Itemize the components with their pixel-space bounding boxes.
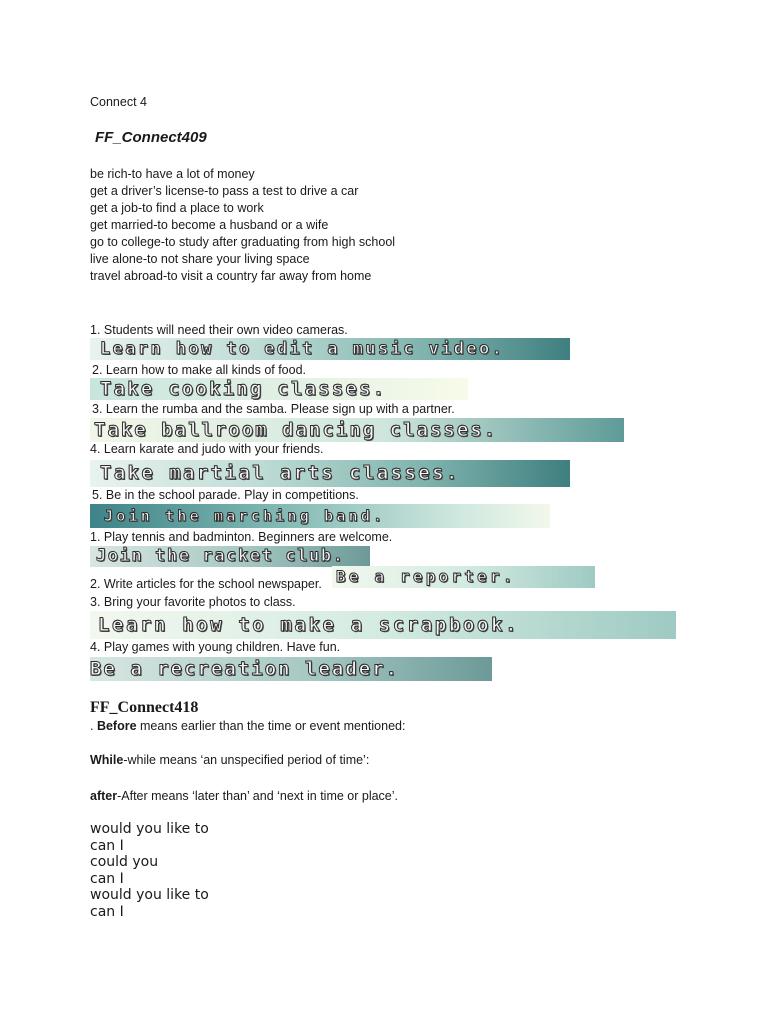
before-prefix: .	[90, 719, 97, 733]
answer-banner: Learn how to edit a music video.	[90, 338, 570, 360]
definition-item: go to college-to study after graduating from high school	[90, 235, 396, 249]
while-term: While	[90, 753, 124, 767]
phrase-list	[90, 821, 209, 920]
definition-item: live alone-to not share your living space	[90, 252, 310, 266]
section-title-409: FF_Connect409	[95, 129, 207, 146]
answer-banner: Join the racket club.	[90, 546, 370, 567]
activity-clue: 2. Write articles for the school newspaper.	[90, 577, 322, 591]
answer-banner: Take cooking classes.	[90, 378, 468, 400]
answer-banner: Learn how to make a scrapbook.	[90, 611, 676, 639]
answer-banner: Be a recreation leader.	[90, 657, 492, 681]
activity-clue: 4. Learn karate and judo with your friends.	[90, 442, 324, 456]
definition-item: get married-to become a husband or a wife	[90, 218, 329, 232]
answer-banner: Take ballroom dancing classes.	[90, 418, 624, 442]
before-term: Before	[96, 719, 137, 733]
activity-clue: 2. Learn how to make all kinds of food.	[92, 363, 307, 377]
definition-list	[90, 166, 395, 285]
answer-banner: Join the marching band.	[90, 504, 550, 528]
definition-item: get a driver’s license-to pass a test to drive a car	[90, 184, 359, 198]
definition-after	[90, 788, 398, 805]
phrase-item: can I	[90, 870, 124, 887]
answer-banner: Be a reporter.	[332, 566, 595, 588]
activity-clue: 3. Learn the rumba and the samba. Please sign up with a partner.	[92, 402, 455, 416]
phrase-item: would you like to	[90, 887, 209, 903]
before-text: means earlier than the time or event mentioned:	[136, 719, 406, 733]
definition-while	[90, 752, 369, 769]
phrase-item: would you like to	[90, 821, 209, 837]
activity-clue: 5. Be in the school parade. Play in competitions.	[92, 488, 359, 502]
definition-item: travel abroad-to visit a country far away from home	[90, 269, 372, 283]
answer-banner: Take martial arts classes.	[90, 460, 570, 487]
doc-label: Connect 4	[90, 95, 147, 109]
after-text: -After means ‘later than’ and ‘next in time or place’.	[117, 789, 399, 803]
definition-before	[90, 718, 405, 735]
activity-clue: 1. Students will need their own video cameras.	[90, 323, 348, 337]
activity-clue: 4. Play games with young children. Have fun.	[90, 640, 341, 654]
definition-item: get a job-to find a place to work	[90, 201, 264, 215]
after-term: after	[90, 789, 118, 803]
activity-clue: 3. Bring your favorite photos to class.	[90, 595, 296, 609]
phrase-item: can I	[90, 903, 124, 920]
section-title-418: FF_Connect418	[90, 699, 199, 716]
while-text: -while means ‘an unspecified period of time’:	[123, 753, 370, 767]
phrase-item: could you	[90, 854, 159, 870]
phrase-item: can I	[90, 837, 124, 854]
activity-clue: 1. Play tennis and badminton. Beginners are welcome.	[90, 530, 393, 544]
definition-item: be rich-to have a lot of money	[90, 167, 255, 181]
